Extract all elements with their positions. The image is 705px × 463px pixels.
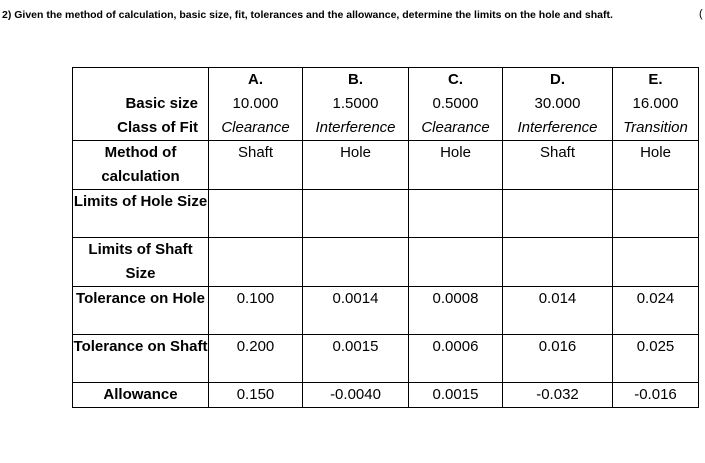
row-label: Limits of Hole Size — [73, 190, 209, 238]
tolerance-shaft-a: 0.200 — [209, 335, 303, 383]
row-label: Tolerance on Shaft — [73, 335, 209, 383]
basic-size-e: 16.000 — [613, 92, 699, 116]
fit-a: Clearance — [209, 116, 303, 141]
tolerance-hole-a: 0.100 — [209, 287, 303, 335]
column-header-b: B. — [303, 68, 409, 93]
limits-shaft-b — [303, 238, 409, 287]
method-e: Hole — [613, 141, 699, 190]
limits-hole-e — [613, 190, 699, 238]
limits-shaft-c — [409, 238, 503, 287]
allowance-c: 0.0015 — [409, 383, 503, 408]
limits-hole-d — [503, 190, 613, 238]
edge-glyph: ( — [699, 8, 703, 20]
allowance-d: -0.032 — [503, 383, 613, 408]
limits-shaft-d — [503, 238, 613, 287]
row-label: Tolerance on Hole — [73, 287, 209, 335]
row-label: Basic size — [73, 92, 209, 116]
allowance-e: -0.016 — [613, 383, 699, 408]
tolerance-hole-b: 0.0014 — [303, 287, 409, 335]
fit-b: Interference — [303, 116, 409, 141]
method-a: Shaft — [209, 141, 303, 190]
column-header-a: A. — [209, 68, 303, 93]
tolerance-hole-row — [73, 287, 699, 335]
row-label: Limits of Shaft Size — [73, 238, 209, 287]
basic-size-c: 0.5000 — [409, 92, 503, 116]
method-c: Hole — [409, 141, 503, 190]
method-b: Hole — [303, 141, 409, 190]
fit-e: Transition — [613, 116, 699, 141]
corner-cell — [73, 68, 209, 93]
question-text: 2) Given the method of calculation, basic size, fit, tolerances and the allowance, determine the limits on the hole and shaft. — [2, 9, 613, 21]
tolerance-shaft-b: 0.0015 — [303, 335, 409, 383]
basic-size-b: 1.5000 — [303, 92, 409, 116]
class-of-fit-row — [73, 116, 699, 141]
method-d: Shaft — [503, 141, 613, 190]
column-header-c: C. — [409, 68, 503, 93]
fit-d: Interference — [503, 116, 613, 141]
row-label: Method of calculation — [73, 141, 209, 190]
basic-size-d: 30.000 — [503, 92, 613, 116]
method-row — [73, 141, 699, 190]
limits-hole-row — [73, 190, 699, 238]
tolerance-shaft-e: 0.025 — [613, 335, 699, 383]
tolerance-shaft-row — [73, 335, 699, 383]
tolerance-hole-c: 0.0008 — [409, 287, 503, 335]
tolerance-shaft-d: 0.016 — [503, 335, 613, 383]
allowance-a: 0.150 — [209, 383, 303, 408]
tolerance-hole-d: 0.014 — [503, 287, 613, 335]
limits-shaft-a — [209, 238, 303, 287]
tolerance-hole-e: 0.024 — [613, 287, 699, 335]
column-header-e: E. — [613, 68, 699, 93]
limits-shaft-e — [613, 238, 699, 287]
column-header-d: D. — [503, 68, 613, 93]
fit-c: Clearance — [409, 116, 503, 141]
basic-size-a: 10.000 — [209, 92, 303, 116]
limits-hole-c — [409, 190, 503, 238]
allowance-row — [73, 383, 699, 408]
limits-table — [72, 67, 699, 408]
tolerance-shaft-c: 0.0006 — [409, 335, 503, 383]
row-label: Class of Fit — [73, 116, 209, 141]
limits-hole-a — [209, 190, 303, 238]
row-label: Allowance — [73, 383, 209, 408]
basic-size-row — [73, 92, 699, 116]
limits-hole-b — [303, 190, 409, 238]
column-header-row — [73, 68, 699, 93]
limits-shaft-row — [73, 238, 699, 287]
allowance-b: -0.0040 — [303, 383, 409, 408]
